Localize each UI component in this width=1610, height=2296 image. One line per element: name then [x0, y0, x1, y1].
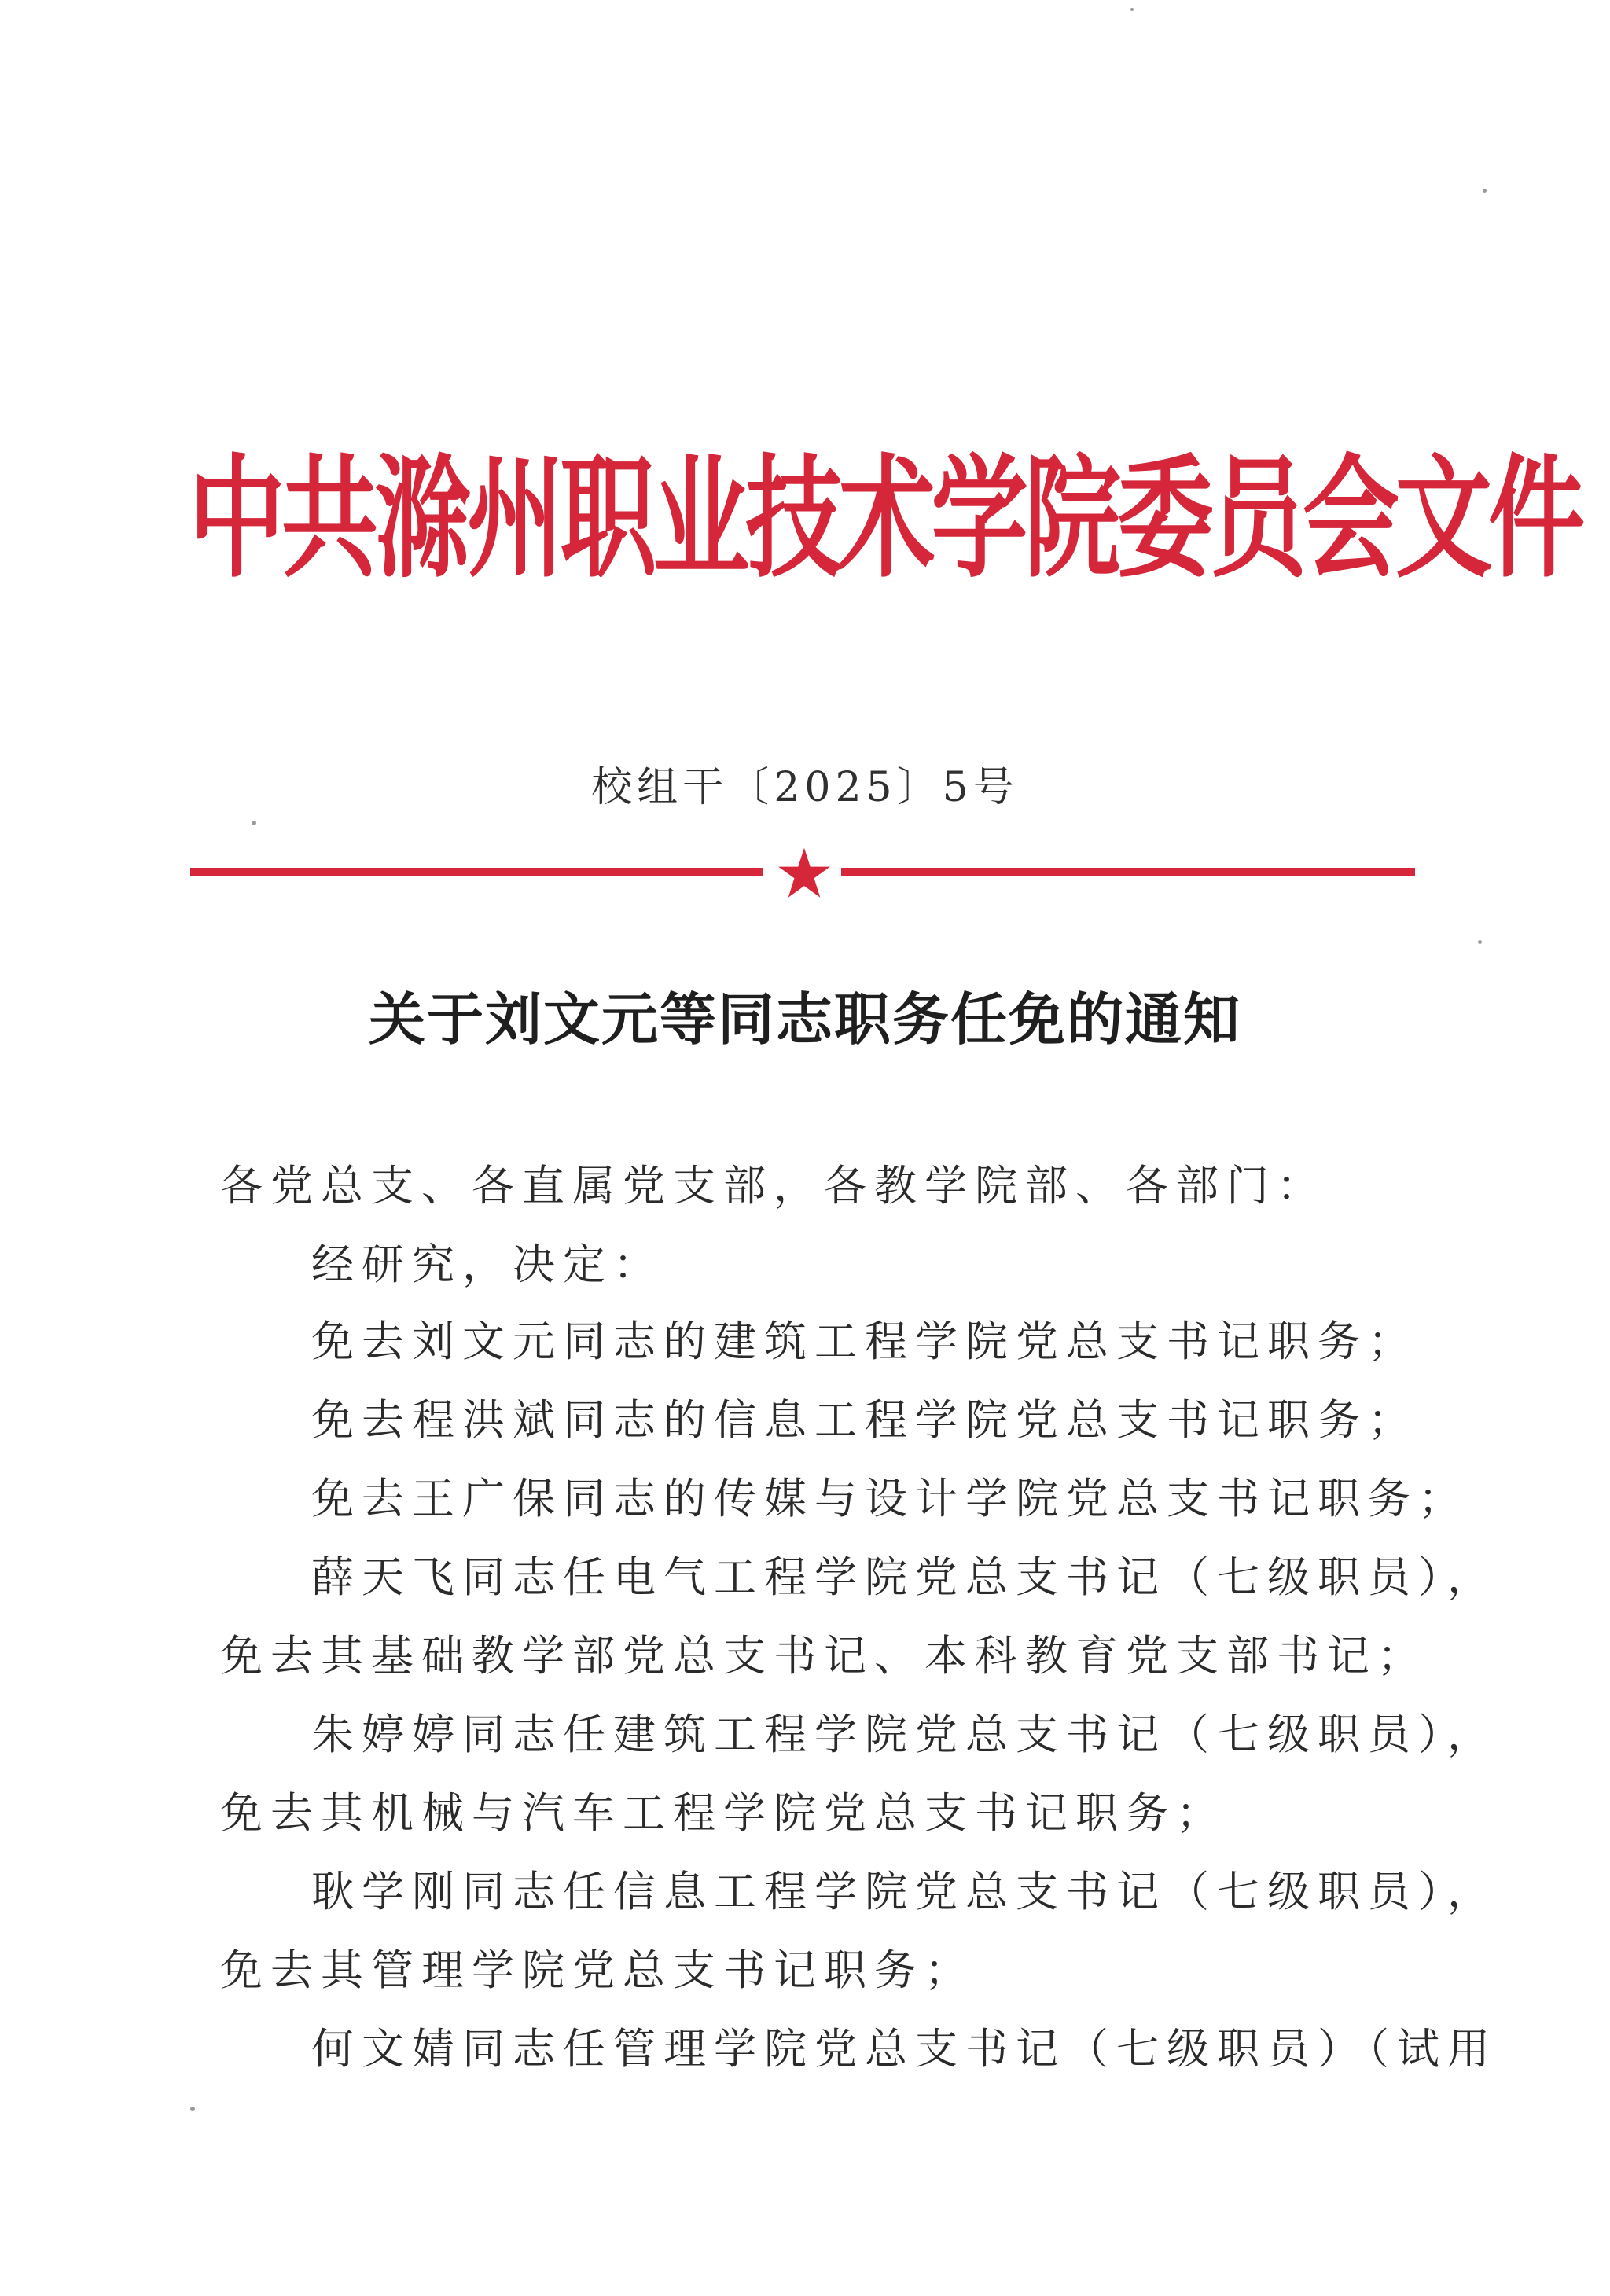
intro-line: 经研究，决定：	[311, 1240, 663, 1289]
body-line: 耿学刚同志任信息工程学院党总支书记（七级职员），	[311, 1867, 1498, 1916]
red-header-title: 中共滁州职业技术学院委员会文件	[189, 443, 1582, 597]
scan-speck	[252, 821, 256, 825]
star-icon	[777, 846, 832, 901]
body-line: 免去刘文元同志的建筑工程学院党总支书记职务；	[311, 1317, 1418, 1366]
scan-speck	[190, 2107, 195, 2111]
scan-speck	[1130, 8, 1134, 11]
body-line: 免去其基础教学部党总支书记、本科教育党支部书记；	[220, 1631, 1428, 1681]
body-line: 何文婧同志任管理学院党总支书记（七级职员）（试用	[311, 2024, 1498, 2074]
body-line: 朱婷婷同志任建筑工程学院党总支书记（七级职员），	[311, 1710, 1498, 1759]
recipients-line: 各党总支、各直属党支部，各教学院部、各部门：	[220, 1161, 1327, 1210]
body-line: 免去其机械与汽车工程学院党总支书记职务；	[220, 1788, 1226, 1838]
body-line: 免去其管理学院党总支书记职务；	[220, 1945, 975, 1995]
document-number: 校组干〔2025〕5号	[591, 764, 1019, 811]
body-line: 免去王广保同志的传媒与设计学院党总支书记职务；	[311, 1474, 1468, 1523]
body-line: 免去程洪斌同志的信息工程学院党总支书记职务；	[311, 1395, 1418, 1445]
scan-speck	[1478, 940, 1482, 944]
body-line: 薛天飞同志任电气工程学院党总支书记（七级职员），	[311, 1552, 1498, 1602]
red-divider-left	[190, 868, 763, 876]
red-divider-right	[841, 868, 1415, 876]
scan-speck	[1483, 189, 1487, 193]
notice-title: 关于刘文元等同志职务任免的通知	[368, 986, 1241, 1052]
